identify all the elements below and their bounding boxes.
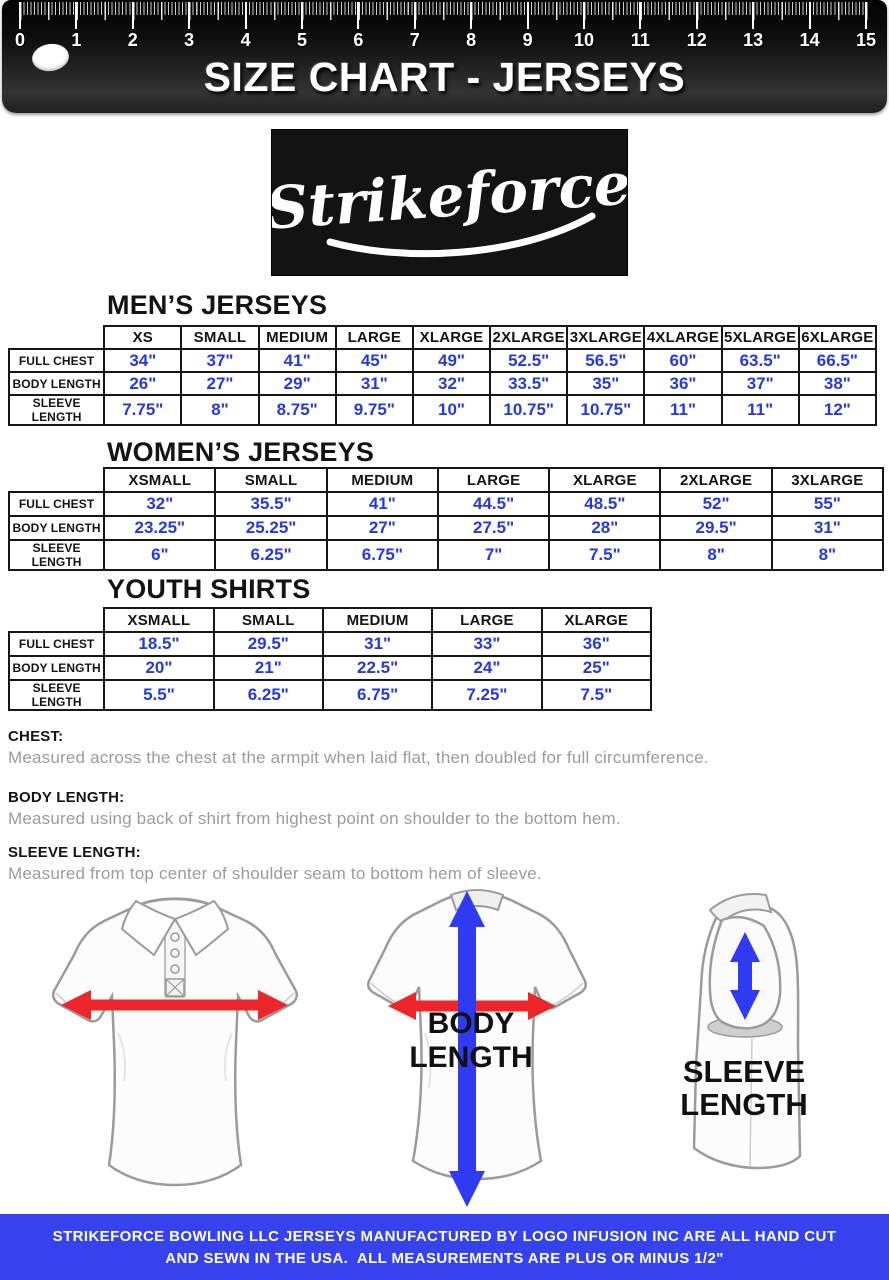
sleeve-length-definition-text: Measured from top center of shoulder seam to bottom hem of sleeve. xyxy=(8,864,542,883)
ruler-inch-number: 1 xyxy=(71,30,82,50)
ruler-inch-tick xyxy=(583,2,585,29)
back-collar-band xyxy=(451,890,503,910)
strikeforce-logo-art xyxy=(272,130,627,275)
ruler-inch-number: 12 xyxy=(686,30,707,50)
size-value-cell: 37" xyxy=(181,349,258,372)
size-value-cell: 60" xyxy=(644,349,721,372)
measurement-row xyxy=(9,516,883,540)
body-length-definition xyxy=(8,789,868,829)
size-column-header: 2XLARGE xyxy=(660,468,771,492)
size-column-header: XS xyxy=(104,326,181,349)
chest-definition-text: Measured across the chest at the armpit when laid flat, then doubled for full circumference. xyxy=(8,748,709,767)
size-value-cell: 11" xyxy=(644,395,721,425)
size-value-cell: 36" xyxy=(542,632,651,656)
size-value-cell: 29.5" xyxy=(660,516,771,540)
size-value-cell: 28" xyxy=(549,516,660,540)
size-value-cell: 52.5" xyxy=(490,349,567,372)
size-column-header: MEDIUM xyxy=(259,326,336,349)
size-value-cell: 6.25" xyxy=(214,680,323,710)
polo-back-diagram xyxy=(355,883,605,1215)
size-column-header: SMALL xyxy=(214,608,323,632)
ruler-inch-tick xyxy=(245,2,247,29)
size-value-cell: 32" xyxy=(104,492,215,516)
size-value-cell: 36" xyxy=(644,372,721,395)
size-value-cell: 25.25" xyxy=(215,516,326,540)
ruler-inch-number: 10 xyxy=(573,30,595,50)
ruler-inch-tick xyxy=(809,2,811,29)
size-header-row xyxy=(9,326,876,349)
size-value-cell: 66.5" xyxy=(799,349,876,372)
size-header-row xyxy=(9,608,651,632)
sleeve-length-label-line1: SLEEVE xyxy=(682,1054,806,1089)
size-value-cell: 56.5" xyxy=(567,349,644,372)
size-value-cell: 49" xyxy=(413,349,490,372)
ruler-inch-number: 6 xyxy=(353,30,364,50)
placket-button xyxy=(171,965,179,973)
size-value-cell: 33.5" xyxy=(490,372,567,395)
footer-bar xyxy=(0,1214,889,1280)
measurement-row xyxy=(9,492,883,516)
size-value-cell: 6.75" xyxy=(327,540,438,570)
size-value-cell: 10" xyxy=(413,395,490,425)
size-value-cell: 45" xyxy=(336,349,413,372)
size-value-cell: 20" xyxy=(104,656,213,680)
ruler-inch-number: 11 xyxy=(630,30,650,50)
measurement-row xyxy=(9,656,651,680)
size-column-header: 2XLARGE xyxy=(490,326,567,349)
ruler-banner xyxy=(2,0,887,113)
ruler-inch-tick xyxy=(696,2,698,29)
size-header-row xyxy=(9,468,883,492)
body-length-definition-text: Measured using back of shirt from highest point on shoulder to the bottom hem. xyxy=(8,809,621,828)
table-corner-cell xyxy=(9,468,104,492)
youth-shirts-heading: YOUTH SHIRTS xyxy=(107,574,311,604)
size-value-cell: 8.75" xyxy=(259,395,336,425)
mens-size-table xyxy=(8,325,877,426)
size-value-cell: 37" xyxy=(722,372,799,395)
ruler-inch-tick xyxy=(414,2,416,29)
size-value-cell: 10.75" xyxy=(567,395,644,425)
size-value-cell: 5.5" xyxy=(104,680,213,710)
size-column-header: LARGE xyxy=(336,326,413,349)
size-value-cell: 11" xyxy=(722,395,799,425)
placket-button xyxy=(171,933,179,941)
size-value-cell: 26" xyxy=(104,372,181,395)
measurement-row-label: FULL CHEST xyxy=(9,492,104,516)
size-column-header: 3XLARGE xyxy=(772,468,883,492)
chest-definition-term: CHEST: xyxy=(8,728,64,745)
size-value-cell: 32" xyxy=(413,372,490,395)
ruler-inch-number: 13 xyxy=(743,30,764,50)
measurement-row-label: BODY LENGTH xyxy=(9,656,104,680)
size-value-cell: 6.25" xyxy=(215,540,326,570)
ruler-inch-tick xyxy=(19,2,21,29)
womens-size-table xyxy=(8,467,884,571)
measurement-row-label: BODY LENGTH xyxy=(9,372,104,395)
size-value-cell: 31" xyxy=(323,632,432,656)
size-column-header: 6XLARGE xyxy=(799,326,876,349)
sleeve-length-definition xyxy=(8,844,868,884)
size-value-cell: 55" xyxy=(772,492,883,516)
size-value-cell: 27.5" xyxy=(438,516,549,540)
size-value-cell: 6.75" xyxy=(323,680,432,710)
size-column-header: MEDIUM xyxy=(323,608,432,632)
size-value-cell: 27" xyxy=(327,516,438,540)
size-value-cell: 35" xyxy=(567,372,644,395)
page-title: SIZE CHART - JERSEYS xyxy=(203,54,686,100)
placket-cross-stitch xyxy=(166,979,184,996)
youth-size-table xyxy=(8,607,652,711)
size-column-header: 4XLARGE xyxy=(644,326,721,349)
size-value-cell: 8" xyxy=(660,540,771,570)
ruler-inch-number: 14 xyxy=(799,30,820,50)
ruler-inch-number: 4 xyxy=(240,30,251,50)
size-column-header: 5XLARGE xyxy=(722,326,799,349)
size-value-cell: 8" xyxy=(772,540,883,570)
size-column-header: XLARGE xyxy=(413,326,490,349)
measurement-row-label: SLEEVE LENGTH xyxy=(9,680,104,710)
ruler-inch-tick xyxy=(527,2,529,29)
size-value-cell: 35.5" xyxy=(215,492,326,516)
size-value-cell: 10.75" xyxy=(490,395,567,425)
size-column-header: LARGE xyxy=(432,608,541,632)
body-length-label-line2: LENGTH xyxy=(409,1041,533,1074)
size-value-cell: 9.75" xyxy=(336,395,413,425)
size-column-header: SMALL xyxy=(181,326,258,349)
size-value-cell: 21" xyxy=(214,656,323,680)
size-value-cell: 7.75" xyxy=(104,395,181,425)
ruler-inch-number: 2 xyxy=(127,30,138,50)
body-length-label-line1: BODY xyxy=(427,1007,515,1040)
ruler-inch-tick xyxy=(470,2,472,29)
size-value-cell: 7" xyxy=(438,540,549,570)
measurement-row xyxy=(9,395,876,425)
size-column-header: 3XLARGE xyxy=(567,326,644,349)
size-value-cell: 12" xyxy=(799,395,876,425)
size-value-cell: 31" xyxy=(336,372,413,395)
ruler-inch-number: 8 xyxy=(466,30,477,50)
size-value-cell: 18.5" xyxy=(104,632,213,656)
size-column-header: LARGE xyxy=(438,468,549,492)
size-value-cell: 63.5" xyxy=(722,349,799,372)
ruler-inch-number: 0 xyxy=(14,30,26,50)
measurement-row-label: SLEEVE LENGTH xyxy=(9,540,104,570)
ruler-inch-tick xyxy=(865,2,867,29)
table-corner-cell xyxy=(9,326,104,349)
size-column-header: MEDIUM xyxy=(327,468,438,492)
strikeforce-logo-text: Strikeforce xyxy=(272,149,627,243)
ruler-inch-number: 9 xyxy=(522,30,533,50)
measurement-row-label: FULL CHEST xyxy=(9,349,104,372)
measurement-row-label: FULL CHEST xyxy=(9,632,104,656)
ruler-inch-number: 5 xyxy=(296,30,308,50)
size-value-cell: 29" xyxy=(259,372,336,395)
ruler-inch-number: 7 xyxy=(409,30,420,50)
ruler-inch-tick xyxy=(639,2,641,29)
mens-jerseys-heading: MEN’S JERSEYS xyxy=(107,290,328,320)
size-value-cell: 29.5" xyxy=(214,632,323,656)
polo-front-diagram xyxy=(46,893,304,1211)
size-value-cell: 8" xyxy=(181,395,258,425)
size-value-cell: 27" xyxy=(181,372,258,395)
size-value-cell: 23.25" xyxy=(104,516,215,540)
ruler-inch-tick xyxy=(75,2,77,29)
size-value-cell: 48.5" xyxy=(549,492,660,516)
size-value-cell: 33" xyxy=(432,632,541,656)
placket-button xyxy=(171,949,179,957)
size-value-cell: 7.5" xyxy=(549,540,660,570)
ruler-inch-tick xyxy=(188,2,190,29)
chest-definition xyxy=(8,728,868,768)
measurement-row xyxy=(9,372,876,395)
size-value-cell: 44.5" xyxy=(438,492,549,516)
size-value-cell: 34" xyxy=(104,349,181,372)
sleeve-length-definition-term: SLEEVE LENGTH: xyxy=(8,844,141,861)
size-column-header: XSMALL xyxy=(104,608,213,632)
ruler-half-ticks xyxy=(20,2,868,20)
size-column-header: SMALL xyxy=(215,468,326,492)
size-value-cell: 7.25" xyxy=(432,680,541,710)
size-value-cell: 22.5" xyxy=(323,656,432,680)
ruler-inch-number: 3 xyxy=(184,30,195,50)
size-value-cell: 25" xyxy=(542,656,651,680)
ruler-inch-tick xyxy=(357,2,359,29)
polo-side-diagram xyxy=(652,886,862,1188)
measurement-row xyxy=(9,680,651,710)
size-value-cell: 52" xyxy=(660,492,771,516)
footer-line-2: AND SEWN IN THE USA. ALL MEASUREMENTS ARE PLUS OR MINUS 1/2" xyxy=(165,1249,724,1267)
ruler-inch-tick xyxy=(752,2,754,29)
size-column-header: XLARGE xyxy=(542,608,651,632)
measurement-row xyxy=(9,632,651,656)
strikeforce-logo xyxy=(272,130,627,275)
womens-jerseys-heading: WOMEN’S JERSEYS xyxy=(107,437,375,467)
measurement-row-label: BODY LENGTH xyxy=(9,516,104,540)
measurement-row xyxy=(9,349,876,372)
ruler-inch-tick xyxy=(301,2,303,29)
size-value-cell: 41" xyxy=(327,492,438,516)
footer-line-1: STRIKEFORCE BOWLING LLC JERSEYS MANUFACTURED BY LOGO INFUSION INC ARE ALL HAND CUT xyxy=(52,1227,837,1245)
size-value-cell: 24" xyxy=(432,656,541,680)
ruler-minor-ticks xyxy=(20,2,868,15)
size-column-header: XLARGE xyxy=(549,468,660,492)
table-corner-cell xyxy=(9,608,104,632)
size-value-cell: 38" xyxy=(799,372,876,395)
size-column-header: XSMALL xyxy=(104,468,215,492)
measurement-row xyxy=(9,540,883,570)
size-value-cell: 6" xyxy=(104,540,215,570)
size-value-cell: 31" xyxy=(772,516,883,540)
measurement-row-label: SLEEVE LENGTH xyxy=(9,395,104,425)
ruler-inch-number: 15 xyxy=(855,30,877,50)
ruler-inch-tick xyxy=(132,2,134,29)
size-value-cell: 7.5" xyxy=(542,680,651,710)
sleeve-length-label-line2: LENGTH xyxy=(680,1087,808,1122)
body-length-definition-term: BODY LENGTH: xyxy=(8,789,125,806)
size-value-cell: 41" xyxy=(259,349,336,372)
